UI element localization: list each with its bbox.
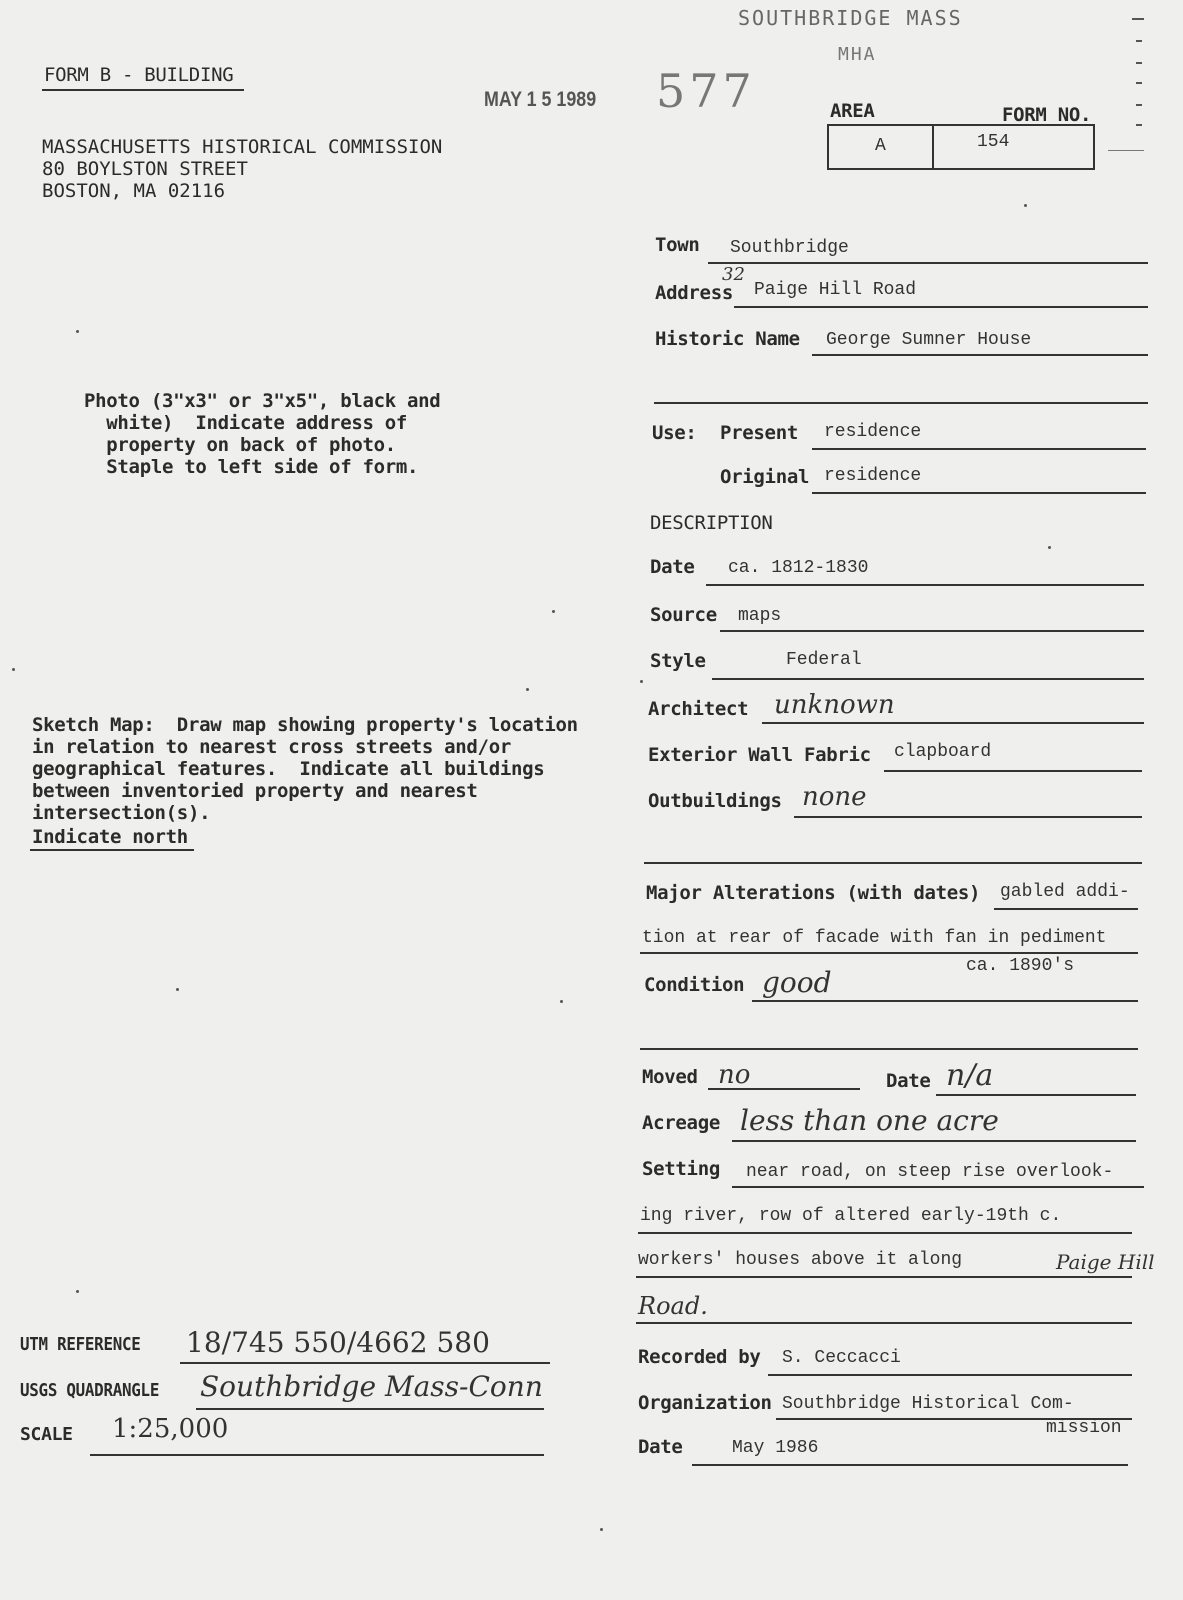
utm-value: 18/745 550/4662 580: [186, 1326, 490, 1359]
moved-date-label: Date: [886, 1070, 931, 1092]
indicate-north-underline: [30, 849, 194, 851]
area-label: AREA: [830, 100, 875, 122]
area-form-box: [827, 124, 1095, 170]
speck: [76, 330, 79, 333]
town-label: Town: [655, 234, 700, 256]
wall-fabric-value: clapboard: [894, 742, 992, 762]
speck: [640, 680, 643, 683]
speck: [560, 1000, 563, 1003]
form-title: FORM B - BUILDING: [44, 64, 234, 86]
moved-value: no: [718, 1060, 751, 1090]
outbuildings-line-2: [644, 862, 1142, 864]
style-line: [712, 678, 1144, 680]
style-value: Federal: [786, 650, 862, 670]
setting-line1: near road, on steep rise overlook-: [746, 1162, 1114, 1182]
historic-name-line-2: [654, 402, 1148, 404]
historic-name-line: [812, 354, 1148, 356]
margin-ticks: [1128, 12, 1148, 152]
present-value: residence: [824, 422, 922, 442]
commission-name: MASSACHUSETTS HISTORICAL COMMISSION: [42, 136, 443, 158]
scale-line: [90, 1454, 544, 1456]
photo-instructions: Photo (3"x3" or 3"x5", black and white) Indicate address of property on back of photo. Staple to left side of form.: [84, 390, 441, 478]
alterations-line1: gabled addi-: [1000, 882, 1130, 902]
setting-label: Setting: [642, 1158, 720, 1180]
setting-line-b: [638, 1232, 1132, 1234]
acreage-value: less than one acre: [740, 1104, 999, 1137]
alterations-line2: tion at rear of facade with fan in pediment: [642, 928, 1107, 948]
form-number-value: 154: [977, 132, 1010, 152]
area-value: A: [875, 136, 886, 156]
top-stamp-code: MHA: [838, 44, 877, 65]
record-date-value: May 1986: [732, 1438, 819, 1458]
address-number: 32: [722, 264, 745, 285]
address-label: Address: [655, 282, 733, 304]
source-label: Source: [650, 604, 717, 626]
wall-fabric-line: [884, 770, 1142, 772]
form-number-label: FORM NO.: [1002, 104, 1092, 126]
setting-hand-2: Road.: [638, 1292, 708, 1320]
usgs-line: [196, 1408, 544, 1410]
speck: [76, 1290, 79, 1293]
speck: [526, 688, 529, 691]
received-date-stamp: MAY 1 5 1989: [484, 88, 597, 111]
moved-label: Moved: [642, 1066, 698, 1088]
scale-label: SCALE: [20, 1424, 73, 1445]
setting-line3: workers' houses above it along: [638, 1250, 963, 1270]
original-label: Original: [720, 466, 810, 488]
description-heading: DESCRIPTION: [650, 512, 773, 534]
organization-line2: mission: [1046, 1418, 1122, 1438]
condition-value: good: [762, 966, 832, 999]
speck: [12, 668, 15, 671]
source-line: [720, 630, 1144, 632]
alterations-line-a: [994, 908, 1138, 910]
architect-label: Architect: [648, 698, 749, 720]
present-line: [812, 448, 1146, 450]
condition-line-2: [640, 1048, 1138, 1050]
setting-line-a: [732, 1186, 1144, 1188]
present-label: Present: [720, 422, 798, 444]
utm-line: [180, 1362, 550, 1364]
setting-line-d: [636, 1322, 1132, 1324]
recorded-by-line: [768, 1374, 1132, 1376]
style-label: Style: [650, 650, 706, 672]
handwritten-number: 577: [656, 64, 756, 118]
source-value: maps: [738, 606, 782, 626]
record-date-line: [692, 1464, 1128, 1466]
use-label: Use:: [652, 422, 697, 444]
top-stamp: SOUTHBRIDGE MASS: [738, 6, 963, 30]
utm-label: UTM REFERENCE: [20, 1334, 141, 1355]
wall-fabric-label: Exterior Wall Fabric: [648, 744, 871, 766]
setting-line2: ing river, row of altered early-19th c.: [640, 1206, 1062, 1226]
alterations-line3: ca. 1890's: [966, 956, 1075, 976]
acreage-line: [732, 1140, 1136, 1142]
moved-line: [708, 1088, 860, 1090]
form-title-underline: [42, 89, 244, 91]
commission-city: BOSTON, MA 02116: [42, 180, 226, 202]
speck: [1048, 546, 1051, 549]
speck: [176, 988, 179, 991]
outbuildings-line: [794, 816, 1142, 818]
indicate-north: Indicate north: [32, 826, 188, 848]
usgs-value: Southbridge Mass-Conn: [200, 1370, 543, 1403]
record-date-label: Date: [638, 1436, 683, 1458]
acreage-label: Acreage: [642, 1112, 720, 1134]
original-value: residence: [824, 466, 922, 486]
date-label: Date: [650, 556, 695, 578]
historic-name-value: George Sumner House: [826, 330, 1032, 350]
condition-line: [752, 1000, 1138, 1002]
commission-street: 80 BOYLSTON STREET: [42, 158, 248, 180]
alterations-line-b: [640, 952, 1138, 954]
address-value: Paige Hill Road: [754, 280, 917, 300]
recorded-by-label: Recorded by: [638, 1346, 761, 1368]
usgs-label: USGS QUADRANGLE: [20, 1380, 160, 1401]
date-value: ca. 1812-1830: [728, 558, 869, 578]
architect-value: unknown: [774, 690, 895, 720]
recorded-by-value: S. Ceccacci: [782, 1348, 901, 1368]
speck: [600, 1528, 603, 1531]
moved-date-line: [936, 1094, 1136, 1096]
outbuildings-label: Outbuildings: [648, 790, 782, 812]
historic-name-label: Historic Name: [655, 328, 800, 350]
town-line: [708, 262, 1148, 264]
condition-label: Condition: [644, 974, 745, 996]
setting-line-c: [636, 1276, 1132, 1278]
organization-line1: Southbridge Historical Com-: [782, 1394, 1074, 1414]
architect-line: [762, 722, 1144, 724]
speck: [552, 610, 555, 613]
sketch-map-instructions: Sketch Map: Draw map showing property's location in relation to nearest cross streets and/or geographical features. Indicate all buildings between inventoried property and nearest intersection(s).: [32, 714, 578, 824]
alterations-label: Major Alterations (with dates): [646, 882, 981, 904]
town-value: Southbridge: [730, 238, 849, 258]
address-line: [734, 306, 1148, 308]
date-line: [706, 584, 1144, 586]
scale-value: 1:25,000: [112, 1414, 229, 1444]
outbuildings-value: none: [802, 782, 867, 812]
organization-label: Organization: [638, 1392, 772, 1414]
original-line: [812, 492, 1146, 494]
moved-date-value: n/a: [946, 1058, 994, 1093]
setting-hand-1: Paige Hill: [1056, 1250, 1155, 1274]
speck: [1024, 204, 1027, 207]
